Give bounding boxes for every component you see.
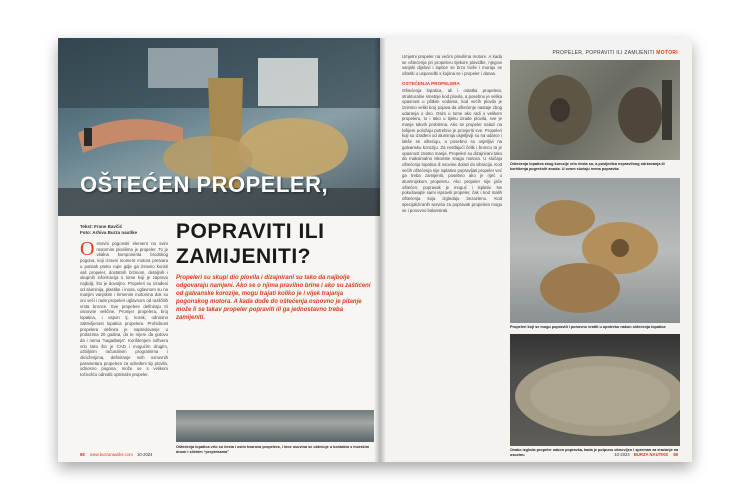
folio-right: [614, 452, 678, 457]
page-number-right: 69: [673, 452, 678, 457]
page-number-left: 68: [80, 452, 85, 457]
body-text: snovni pogonski element na svim motornim plovilima je propeler. To je vitalna komponenta brodskog pogona, koji izravni moment motora pretvara u potisak preko rupe gdje ga izravno koristi vaš propeler, dostatnih brzinom, detaljnih i ukupnih informacija o tome koji je zapravo najbolji, što je dovoljno. Propeleri su izrađeni od aluminija, plastike i inoxa, uglavnom su na manjim vanjskim i krmenim motorima dok su oni veći i rade propeleri uglavnom od različitih vrsta bronce. Sve propelere definiraju tri osnovne veličine. Promjer propelera, broj lopatica, i uspon tj. korak, odnosno zakrivljenost lopatica propelera. Prohidnost propelera definira je napredovanje u prolazima 20 godina, do te mjere da gotovo da i nema “nagađanja”. Korištenjem softvera vrlo lako što je CAD i mogućim drugim, ozbiljnim računalnim programima i okruženjima, definiranje svih osnovnih parametara propelera za određeni tip plovila, odnosno pogona, može se s velikom točnošću odrediti optimalni propeler.: [80, 241, 168, 378]
credit-text: Tekst: Frane Bavčić: [80, 224, 123, 229]
hero-title: OŠTEĆEN PROPELER,: [80, 172, 329, 197]
running-header: [553, 50, 679, 56]
drop-cap: O: [80, 241, 95, 260]
issue-right: 10-2024: [614, 452, 630, 457]
corroded-propeller-photo: [510, 60, 680, 160]
photo-caption-1: Oštećenja lopatica zbog korozije vrlo česta su, a posljedica nepravilnog održavanja ili korištenja pogrešnih anoda. U ovom slučaju nema popravka: [510, 162, 665, 171]
photo-caption-3: Ovako izgleda propeler nakon popravka, kada je potpuno obnovljen i spreman za vraćanje na osovinu: [510, 448, 679, 457]
article-intro: Propeleri su skupi dio plovila i dizajnirani su tako da najbolje odgovaraju namjeni. Ako se o njima pravilno brine i ako su zaštićeni od galvanske korozije, mogu trajati koliko je i vijek trajanja pogonskog motora. A kada dođe do oštećenja osnovno je pitanje može li se takav propeler popraviti ili ga jednostavno treba zamijeniti.: [176, 275, 371, 322]
body-text-main: Oštećenja lopatica, ali i ostatka propelera, strukturalne smetnje kod plovila, a posebno je velika opasnost u plitkim vodama, kod većih plovila je iznimno veliki broj pojava da oštećenje nastaje zbog udaranja o dno. Osim u tome ako radi o velikom propeleru, to i tako u tijeku izrade plovila, sve je manje takvih problema. Ako se propeler nalazi na lošijem položaju potrebno je provjeriti sve. Propeleri koji su izrađeni od aluminija osjetljiviji su na udarce i lakše se oštećuju, a posebno su osjetljivi na galvansku koroziju. Za nerđajući čelik i broncu ta je opasnost znatno manja. Propeleri su dizajnirani tako da maksimalno iskoriste snagu motora. U slučaju oštećenja lopatica ili osovine dolazi do vibracija. Kod većih oštećenja nije isplativo popravljati propeler već ga treba zamijeniti, posebno ako je riječ o aluminijskom propeleru. Ako propeler nije jače oštećen, popravak je moguć i isplativ. Ne pokušavajte sami ispraviti propeler, čak i kod malih oštećenja koja izgledaju bezazleno. Kod specijaliziranih servisa za popravak propelera mogu se i ponovno balansirati.: [402, 87, 502, 213]
spine-gutter: [374, 38, 386, 462]
brand-name: BURZA NAUTIKE: [633, 452, 669, 457]
folio-left: [80, 452, 152, 457]
magazine-spread: [58, 38, 692, 462]
article-credits: [80, 224, 137, 236]
credit-photo: Foto: Arhiva Burza nautike: [80, 230, 138, 235]
photo-caption-left: Oštećenja lopatica vrlo su česta i osim kvarova propelera, i inox osovina se oštećuje u kontaktu s morskim dnom i sličnim “preprekama”: [176, 445, 370, 454]
left-page: [58, 38, 380, 462]
right-page: [380, 38, 692, 462]
hero-photo: [58, 38, 380, 216]
body-text-intro: Umjetni propeler na većim plovilima motore. A kada se oštećenja pri propeleru tijekom plovidbe, njegovi vanjski dijelovi i loptice se brzo troše i moraju se oštetiti u usporedbi s kojima se i propeler i danas.: [402, 54, 502, 77]
header-section: MOTORI: [656, 50, 678, 56]
header-text: PROPELER, POPRAVITI ILI ZAMIJENITI: [552, 50, 655, 56]
website: www.burzanautike.com: [89, 452, 133, 457]
issue-left: 10-2024: [137, 452, 153, 457]
article-heading: [176, 219, 324, 269]
shaft-photo: [176, 410, 374, 442]
subheading: OSTEĆENJA PROPELERA: [402, 80, 460, 86]
body-column-2: [402, 54, 502, 213]
photo-caption-2: Propeleri koji se mogu popraviti i ponovno vratiti u upotrebu nakon oštećenja lopatica: [510, 325, 666, 329]
bronze-propellers-photo: [510, 178, 680, 323]
repaired-blade-photo: [510, 334, 680, 446]
heading-line-2: ZAMIJENITI?: [176, 245, 311, 268]
body-column-1: [80, 241, 168, 461]
heading-line-1: POPRAVITI ILI: [176, 220, 325, 243]
